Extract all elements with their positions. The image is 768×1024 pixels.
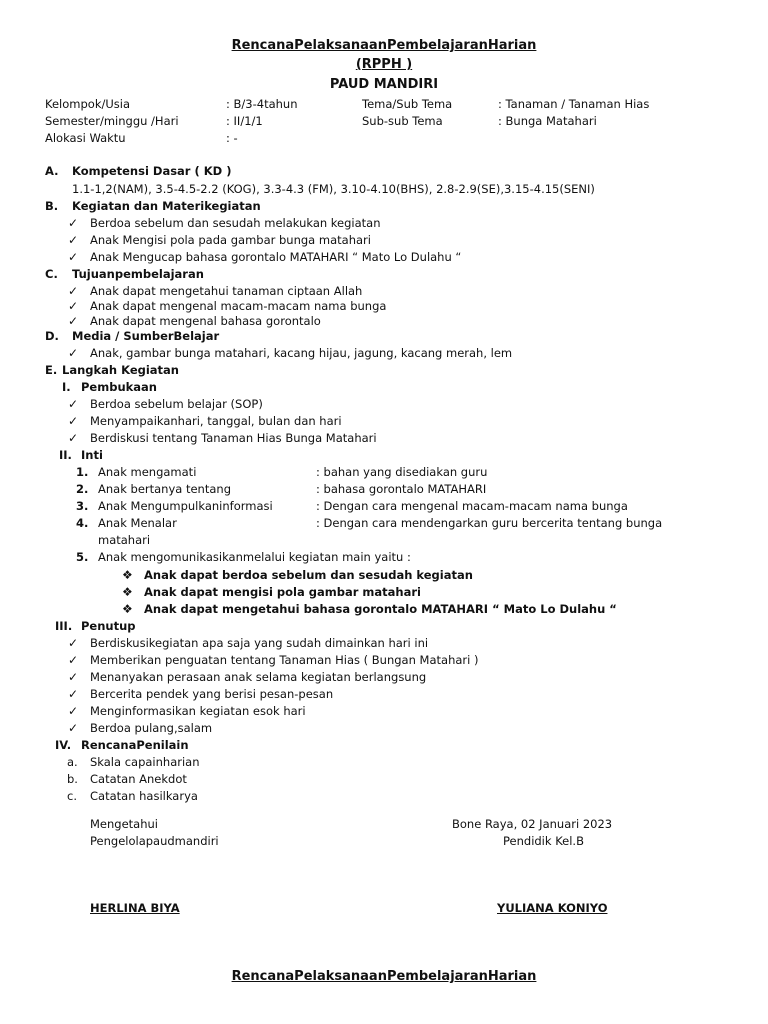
section-e-title: Langkah Kegiatan [62,363,179,377]
penilaian-item: Catatan Anekdot [90,772,187,786]
list-item: ✓ Anak dapat mengenal bahasa gorontalo [90,314,321,328]
step-value: : bahasa gorontalo MATAHARI [316,482,487,496]
step-value: : bahan yang disediakan guru [316,465,488,479]
inti-marker: II. [59,448,72,462]
penilaian-item-marker: b. [67,772,78,786]
step-number: 4. [76,516,89,530]
list-item: ✓ Berdoa sebelum dan sesudah melakukan kegiatan [90,216,381,230]
signature-left-line1: Mengetahui [90,817,158,831]
tema-label: Tema/Sub Tema [362,97,453,111]
bold-list-item: ❖ Anak dapat mengisi pola gambar matahari [144,585,421,599]
step-number: 1. [76,465,89,479]
step-label: Anak bertanya tentang [98,482,231,496]
bold-list-item: ❖ Anak dapat mengetahui bahasa gorontalo MATAHARI “ Mato Lo Dulahu “ [144,602,617,616]
alokasi-label: Alokasi Waktu [45,131,126,145]
step-label: Anak Mengumpulkaninformasi [98,499,273,513]
step-value: : Dengan cara mendengarkan guru bercerita tentang bunga [316,516,663,530]
section-e-marker: E. [45,363,58,377]
penilaian-title: RencanaPenilain [81,738,189,752]
penutup-title: Penutup [81,619,136,633]
signature-left-name: HERLINA BIYA [90,901,180,915]
step-number: 2. [76,482,89,496]
kelompok-label: Kelompok/Usia [45,97,130,111]
signature-left-line2: Pengelolapaudmandiri [90,834,219,848]
step-value-continued: matahari [98,533,151,547]
signature-right-line2: Pendidik Kel.B [503,834,584,848]
semester-value: : II/1/1 [226,114,263,128]
list-item: ✓ Anak, gambar bunga matahari, kacang hijau, jagung, kacang merah, lem [90,346,512,360]
step-number: 3. [76,499,89,513]
subsub-label: Sub-sub Tema [362,114,443,128]
subsub-value: : Bunga Matahari [498,114,597,128]
section-c-title: Tujuanpembelajaran [72,267,204,281]
list-item: ✓ Menginformasikan kegiatan esok hari [90,704,306,718]
penilaian-item: Skala capainharian [90,755,200,769]
section-d-title: Media / SumberBelajar [72,329,220,343]
penilaian-marker: IV. [55,738,72,752]
penilaian-item-marker: c. [67,789,77,803]
next-page-title: RencanaPelaksanaanPembelajaranHarian [231,969,537,984]
section-a-marker: A. [45,164,59,178]
bold-list-item: ❖ Anak dapat berdoa sebelum dan sesudah kegiatan [144,568,473,582]
section-b-marker: B. [45,199,59,213]
step-label: Anak Menalar [98,516,177,530]
list-item: ✓ Anak dapat mengetahui tanaman ciptaan Allah [90,284,362,298]
signature-right-name: YULIANA KONIYO [497,901,608,915]
list-item: ✓ Menanyakan perasaan anak selama kegiatan berlangsung [90,670,426,684]
inti-title: Inti [81,448,103,462]
section-a-title: Kompetensi Dasar ( KD ) [72,164,232,178]
list-item: ✓ Anak Mengucap bahasa gorontalo MATAHARI “ Mato Lo Dulahu “ [90,250,461,264]
penilaian-item: Catatan hasilkarya [90,789,198,803]
list-item: ✓ Berdoa sebelum belajar (SOP) [90,397,263,411]
document-title: RencanaPelaksanaanPembelajaranHarian [231,38,537,53]
signature-right-line1: Bone Raya, 02 Januari 2023 [452,817,613,831]
step-label: Anak mengamati [98,465,197,479]
section-d-marker: D. [45,329,59,343]
list-item: ✓ Berdiskusi tentang Tanaman Hias Bunga Matahari [90,431,377,445]
kelompok-value: : B/3-4tahun [226,97,298,111]
pembukaan-title: Pembukaan [81,380,157,394]
school-name: PAUD MANDIRI [329,77,439,92]
semester-label: Semester/minggu /Hari [45,114,179,128]
document-subtitle: (RPPH ) [355,57,413,72]
list-item: ✓ Menyampaikanhari, tanggal, bulan dan hari [90,414,342,428]
list-item: ✓ Berdiskusikegiatan apa saja yang sudah dimainkan hari ini [90,636,428,650]
step-value: : Dengan cara mengenal macam-macam nama bunga [316,499,628,513]
section-b-title: Kegiatan dan Materikegiatan [72,199,261,213]
tema-value: : Tanaman / Tanaman Hias [498,97,650,111]
kd-text: 1.1-1,2(NAM), 3.5-4.5-2.2 (KOG), 3.3-4.3 (FM), 3.10-4.10(BHS), 2.8-2.9(SE),3.15-4.15(SENI) [72,182,595,196]
list-item: ✓ Anak Mengisi pola pada gambar bunga matahari [90,233,371,247]
list-item: ✓ Memberikan penguatan tentang Tanaman Hias ( Bungan Matahari ) [90,653,478,667]
list-item: ✓ Anak dapat mengenal macam-macam nama bunga [90,299,386,313]
pembukaan-marker: I. [62,380,71,394]
step-label: Anak mengomunikasikanmelalui kegiatan main yaitu : [98,550,411,564]
list-item: ✓ Bercerita pendek yang berisi pesan-pesan [90,687,333,701]
step-number: 5. [76,550,89,564]
list-item: ✓ Berdoa pulang,salam [90,721,212,735]
penutup-marker: III. [55,619,73,633]
section-c-marker: C. [45,267,58,281]
penilaian-item-marker: a. [67,755,78,769]
alokasi-value: : - [226,131,238,145]
